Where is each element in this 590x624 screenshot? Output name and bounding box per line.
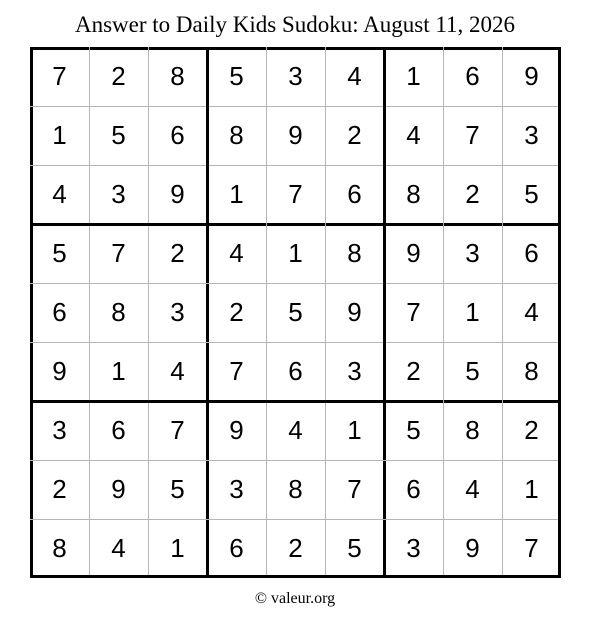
sudoku-cell: 7 [229,356,244,386]
sudoku-cell: 4 [524,297,539,327]
page-title: Answer to Daily Kids Sudoku: August 11, 2026 [75,12,515,37]
sudoku-cell: 3 [52,415,67,445]
sudoku-cell: 7 [170,415,185,445]
sudoku-cell: 1 [229,179,244,209]
sudoku-cell: 3 [170,297,185,327]
sudoku-cell: 2 [170,238,185,268]
sudoku-cell: 6 [52,297,67,327]
sudoku-cell: 8 [524,356,539,386]
sudoku-cell: 9 [406,238,421,268]
sudoku-cell: 2 [111,61,126,91]
sudoku-cell: 8 [111,297,126,327]
sudoku-cell: 7 [406,297,421,327]
sudoku-cell: 8 [406,179,421,209]
sudoku-cell: 1 [288,238,303,268]
sudoku-cell: 3 [229,474,244,504]
sudoku-cell: 9 [170,179,185,209]
sudoku-cell: 5 [347,533,362,563]
sudoku-cell: 8 [170,61,185,91]
sudoku-cell: 6 [170,120,185,150]
sudoku-cell: 5 [406,415,421,445]
sudoku-cell: 1 [111,356,126,386]
sudoku-cell: 1 [347,415,362,445]
sudoku-cell: 5 [170,474,185,504]
sudoku-cell: 5 [288,297,303,327]
sudoku-cell: 2 [52,474,67,504]
sudoku-cell: 9 [465,533,480,563]
sudoku-cell: 8 [465,415,480,445]
sudoku-cell: 5 [229,61,244,91]
sudoku-cell: 2 [524,415,539,445]
sudoku-cell: 6 [524,238,539,268]
sudoku-cell: 1 [170,533,185,563]
sudoku-cell: 2 [406,356,421,386]
sudoku-cell: 4 [288,415,303,445]
sudoku-cell: 4 [229,238,244,268]
sudoku-cell: 3 [288,61,303,91]
sudoku-cell: 6 [406,474,421,504]
sudoku-cell: 1 [406,61,421,91]
sudoku-cell: 3 [347,356,362,386]
sudoku-cell: 1 [465,297,480,327]
sudoku-cell: 3 [111,179,126,209]
sudoku-cell: 4 [170,356,185,386]
sudoku-cell: 6 [229,533,244,563]
sudoku-cell: 5 [111,120,126,150]
sudoku-cell: 4 [111,533,126,563]
sudoku-cell: 2 [288,533,303,563]
sudoku-cell: 9 [347,297,362,327]
sudoku-cell: 3 [524,120,539,150]
sudoku-board [30,47,561,578]
sudoku-cell: 8 [288,474,303,504]
sudoku-cell: 9 [229,415,244,445]
sudoku-cell: 1 [524,474,539,504]
sudoku-cell: 5 [465,356,480,386]
sudoku-cell: 6 [347,179,362,209]
sudoku-cell: 9 [524,61,539,91]
sudoku-cell: 4 [406,120,421,150]
sudoku-cell: 9 [288,120,303,150]
sudoku-cell: 8 [229,120,244,150]
sudoku-cell: 2 [229,297,244,327]
sudoku-cell: 8 [347,238,362,268]
sudoku-cell: 4 [347,61,362,91]
copyright-footer: © valeur.org [254,590,336,607]
sudoku-cell: 7 [524,533,539,563]
sudoku-cell: 7 [288,179,303,209]
sudoku-cell: 7 [52,61,67,91]
sudoku-cell: 3 [465,238,480,268]
sudoku-cell: 6 [288,356,303,386]
sudoku-cell: 3 [406,533,421,563]
sudoku-cell: 1 [52,120,67,150]
sudoku-cell: 2 [465,179,480,209]
sudoku-cell: 4 [465,474,480,504]
sudoku-cell: 7 [111,238,126,268]
sudoku-cell: 9 [111,474,126,504]
sudoku-cell: 7 [347,474,362,504]
sudoku-cell: 8 [52,533,67,563]
sudoku-cell: 4 [52,179,67,209]
sudoku-cell: 9 [52,356,67,386]
sudoku-cell: 5 [52,238,67,268]
sudoku-cell: 7 [465,120,480,150]
sudoku-cell: 2 [347,120,362,150]
sudoku-cell: 5 [524,179,539,209]
sudoku-cell: 6 [465,61,480,91]
sudoku-cell: 6 [111,415,126,445]
